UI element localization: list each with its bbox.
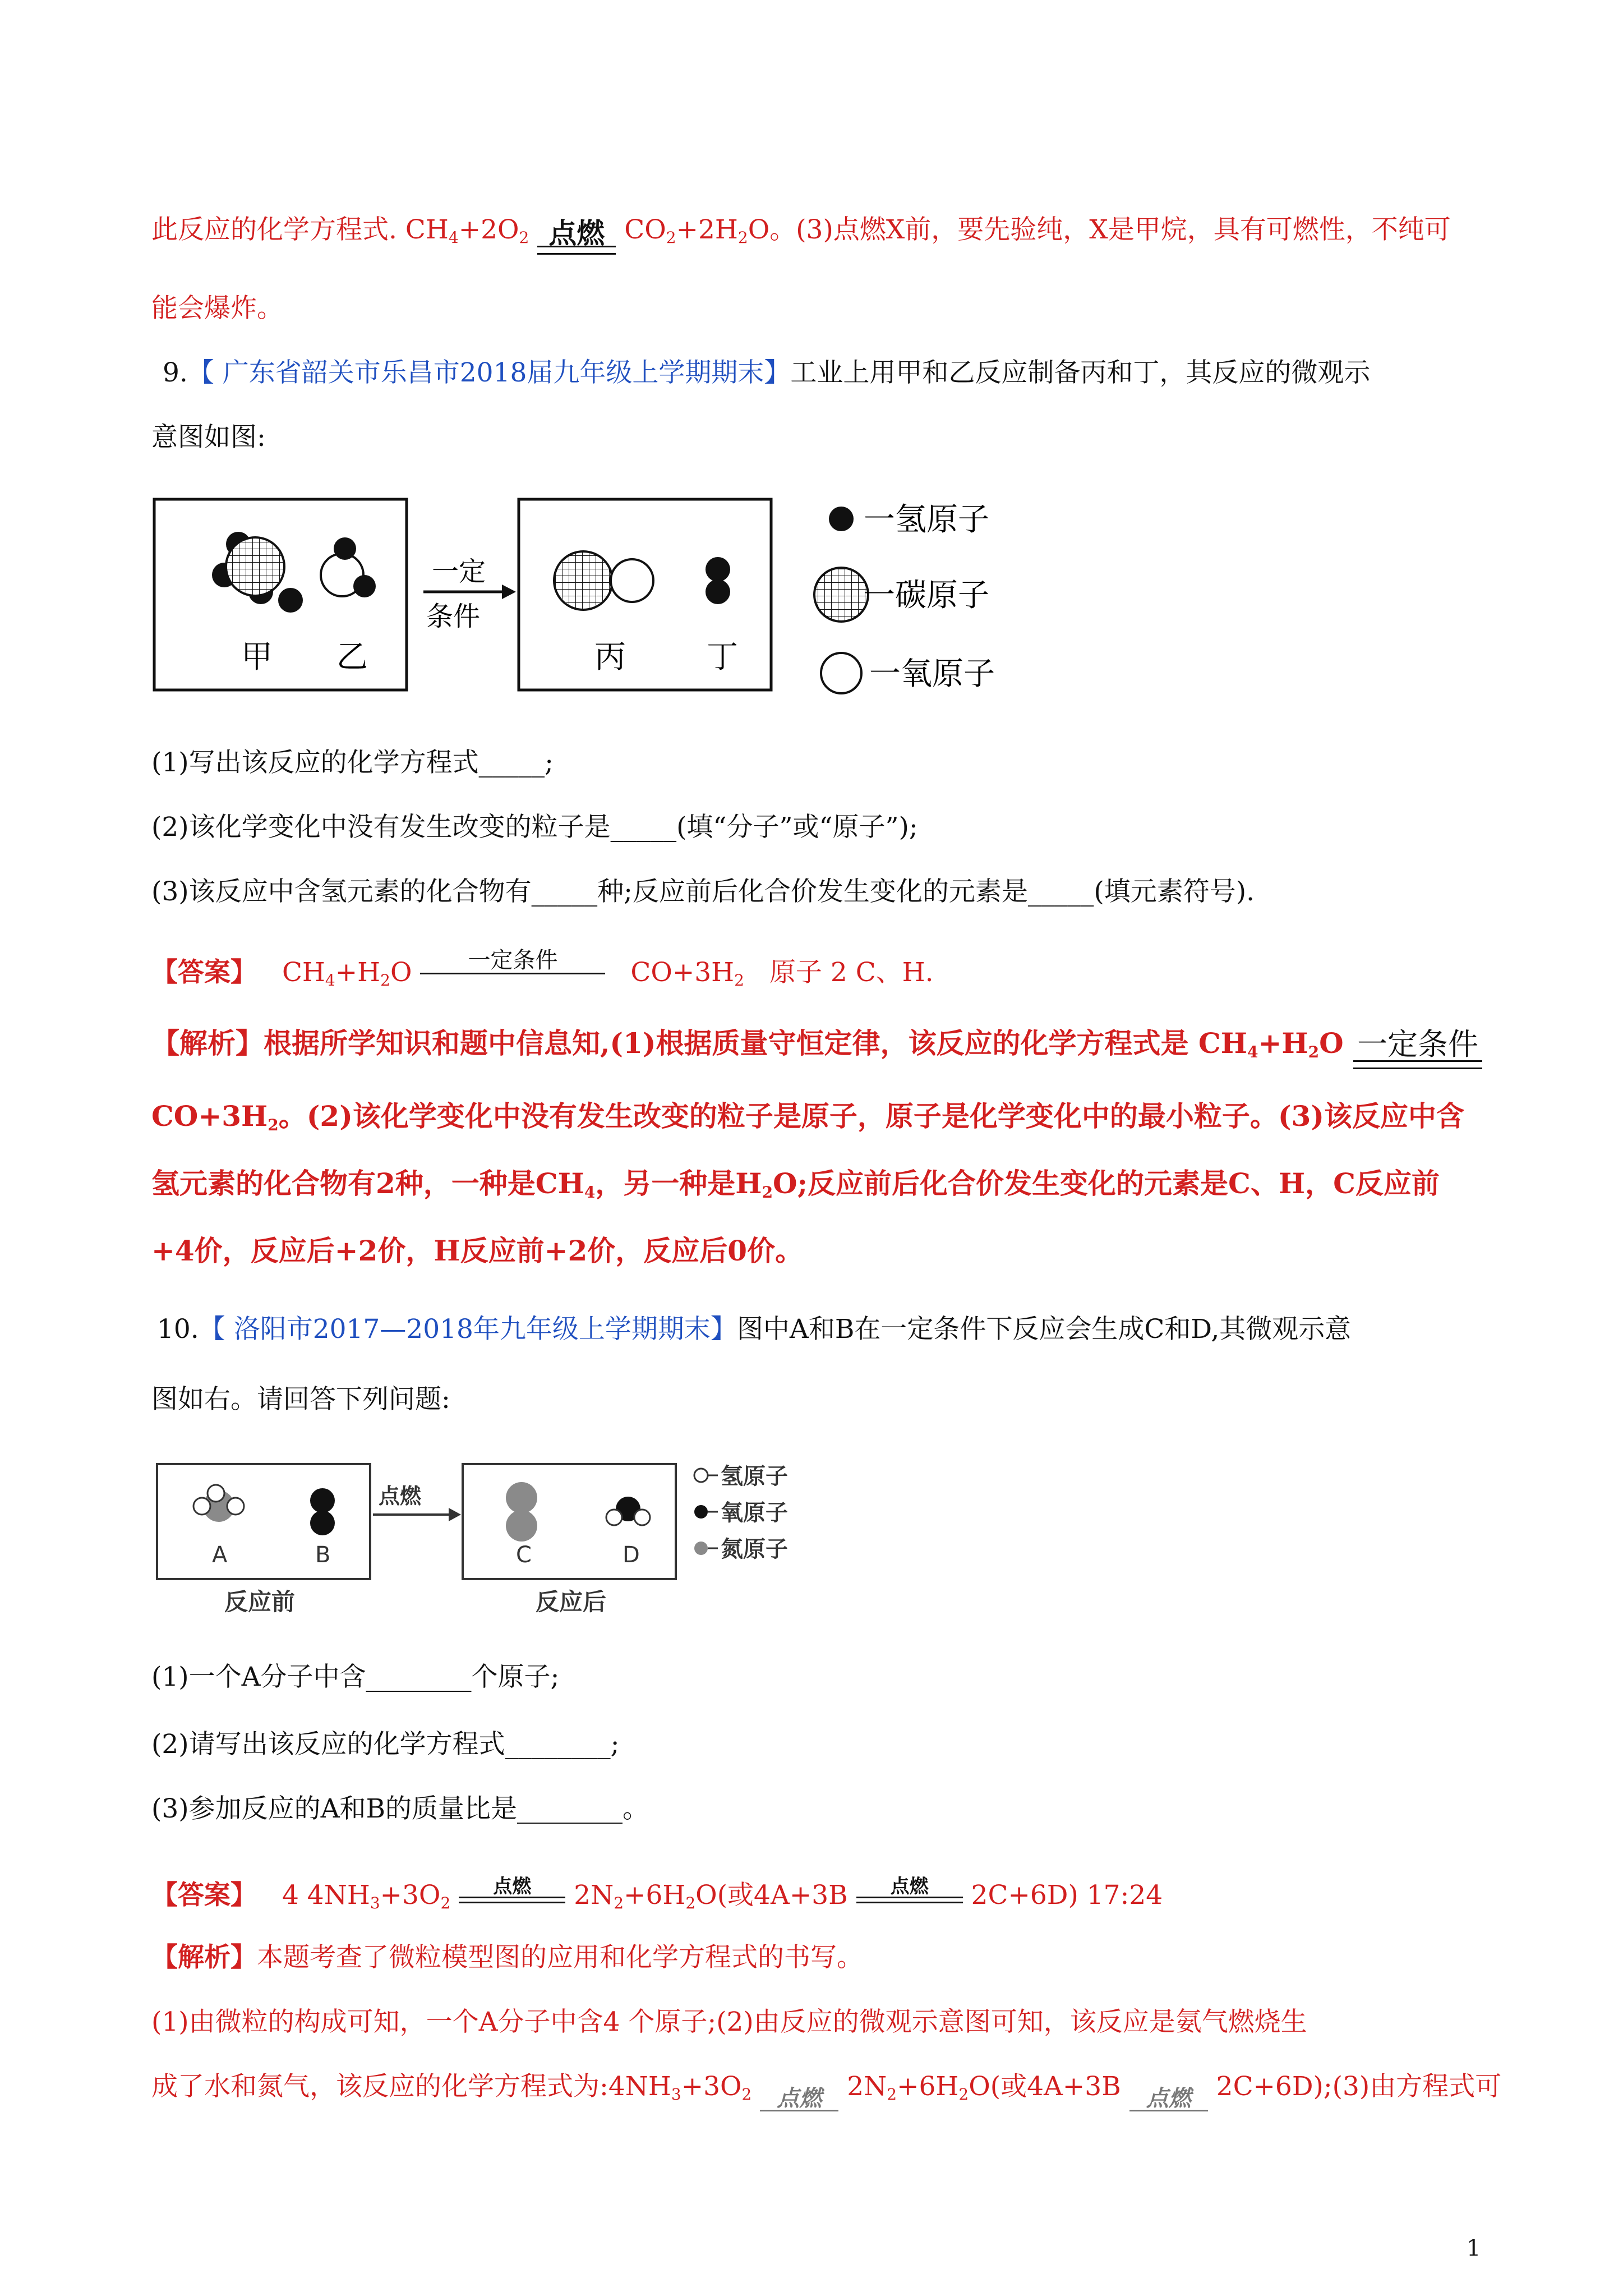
reaction-condition: 点燃	[856, 1876, 963, 1903]
formula-text: O	[390, 957, 412, 988]
label-b: B	[315, 1542, 331, 1568]
analysis-line-q10-2	[151, 2070, 1501, 2111]
subscript: 2	[1308, 1043, 1320, 1061]
question-source: 【 广东省韶关市乐昌市2018届九年级上学期期末】	[187, 357, 791, 388]
subscript: 2	[741, 2085, 752, 2104]
analysis-tag: 【解析】	[151, 1942, 257, 1973]
subscript: 4	[584, 1183, 596, 1202]
label-jia: 甲	[241, 639, 273, 675]
subscript: 2	[734, 971, 744, 990]
analysis-line-q9-2	[151, 1099, 1464, 1142]
subscript: 2	[958, 2085, 969, 2104]
question-text: 工业上用甲和乙反应制备丙和丁，其反应的微观示	[790, 357, 1371, 388]
analysis-text: ，另一种是H	[595, 1167, 762, 1200]
formula-text: CO+3H	[630, 957, 735, 988]
subscript: 2	[666, 228, 676, 247]
question-10-stem	[157, 1313, 1351, 1346]
formula-text: 2C+6D) 17:24	[971, 1880, 1163, 1911]
reaction-condition: 点燃	[1129, 2087, 1208, 2111]
sub-question: (1)写出该反应的化学方程式_____;	[151, 747, 554, 778]
answer-line-q9	[151, 948, 934, 997]
formula-text: 2N	[574, 1880, 614, 1911]
analysis-text: O	[1319, 1027, 1344, 1060]
answer-text: 原子 2 C、H.	[769, 957, 934, 988]
sub-question: (3)参加反应的A和B的质量比是________。	[151, 1793, 649, 1824]
legend-hydrogen: 一氢原子	[864, 501, 989, 538]
label-yi: 乙	[336, 639, 368, 675]
reaction-diagram-q10	[151, 1458, 852, 1621]
subscript: 2	[519, 228, 529, 247]
analysis-text: 氢元素的化合物有2种，一种是CH	[151, 1167, 584, 1200]
formula-text: +H	[335, 957, 381, 988]
subscript: 2	[380, 971, 390, 990]
legend-carbon: 一碳原子	[864, 577, 989, 614]
analysis-text: +H	[1258, 1027, 1308, 1060]
sub-question: (3)该反应中含氢元素的化合物有_____种;反应前后化合价发生变化的元素是_____(填元素符号).	[151, 876, 1255, 907]
subscript: 2	[737, 228, 748, 247]
label-ding: 丁	[707, 639, 738, 675]
arrow-label: 一定	[432, 556, 486, 587]
subscript: 2	[887, 2085, 897, 2104]
question-source: 【 洛阳市2017—2018年九年级上学期期末】	[199, 1314, 737, 1345]
legend-oxygen: 氧原子	[721, 1500, 788, 1526]
analysis-text: +3O	[681, 2071, 742, 2102]
sub-question: (1)一个A分子中含________个原子;	[151, 1662, 560, 1692]
formula-text: +2H	[676, 214, 738, 245]
subscript: 4	[1247, 1043, 1258, 1061]
reaction-condition: 一定条件	[420, 948, 605, 974]
formula-text: +3O	[380, 1880, 441, 1911]
equation-line-1	[151, 213, 1451, 255]
subscript: 2	[685, 1894, 696, 1912]
analysis-line-q9-4: +4价，反应后+2价，H反应前+2价，反应后0价。	[151, 1234, 804, 1267]
formula-text: CH	[405, 214, 449, 245]
analysis-line-q9-1	[151, 1027, 1482, 1069]
analysis-text: 2C+6D);(3)由方程式可	[1216, 2071, 1502, 2102]
subscript: 2	[614, 1894, 624, 1912]
analysis-tag: 【解析】	[151, 1027, 264, 1060]
analysis-text: O(或4A+3B	[969, 2071, 1121, 2102]
sub-question: (2)请写出该反应的化学方程式________;	[151, 1729, 620, 1760]
subscript: 4	[448, 228, 459, 247]
subscript: 2	[440, 1894, 451, 1912]
question-text: 图如右。请回答下列问题:	[151, 1384, 450, 1415]
arrow-label: 条件	[426, 601, 481, 632]
subscript: 3	[370, 1894, 380, 1912]
answer-tag: 【答案】	[151, 1880, 257, 1911]
label-after: 反应后	[536, 1588, 607, 1616]
analysis-text: 根据所学知识和题中信息知,(1)根据质量守恒定律，该反应的化学方程式是 CH	[264, 1027, 1247, 1060]
text-fragment: O。(3)点燃X前，要先验纯，X是甲烷，具有可燃性，不纯可	[748, 214, 1451, 245]
question-text: 意图如图:	[151, 422, 266, 453]
arrow-label: 点燃	[379, 1484, 422, 1508]
legend-oxygen: 一氧原子	[869, 656, 995, 692]
formula-text: +2O	[458, 214, 519, 245]
analysis-text: CO+3H	[151, 1099, 268, 1133]
analysis-line-q10-0	[151, 1941, 863, 1975]
text-fragment: 此反应的化学方程式.	[151, 214, 397, 245]
reaction-condition: 点燃	[459, 1876, 565, 1903]
label-c: C	[516, 1542, 532, 1568]
question-number: 9.	[163, 357, 188, 388]
sub-question: (2)该化学变化中没有发生改变的粒子是_____(填“分子”或“原子”);	[151, 812, 918, 843]
answer-tag: 【答案】	[151, 957, 257, 988]
subscript: 2	[268, 1116, 279, 1134]
formula-text: CH	[282, 957, 325, 988]
text-line: 能会爆炸。	[151, 293, 283, 324]
analysis-text: +6H	[897, 2071, 959, 2102]
legend-nitrogen: 氮原子	[721, 1536, 788, 1562]
formula-text: O(或4A+3B	[695, 1880, 848, 1911]
question-9-stem	[163, 356, 1370, 390]
legend-hydrogen: 氢原子	[721, 1464, 788, 1489]
reaction-condition: 点燃	[537, 221, 616, 255]
analysis-line-q10-1: (1)由微粒的构成可知，一个A分子中含4 个原子;(2)由反应的微观示意图可知，该反应是氨气燃烧生	[151, 2007, 1307, 2037]
analysis-text: 2N	[847, 2071, 887, 2102]
formula-text: CO	[624, 214, 666, 245]
question-text: 图中A和B在一定条件下反应会生成C和D,其微观示意	[736, 1314, 1352, 1345]
analysis-line-q9-3	[151, 1167, 1440, 1209]
subscript: 2	[762, 1183, 773, 1202]
analysis-text: O;反应前后化合价发生变化的元素是C、H，C反应前	[773, 1167, 1440, 1200]
formula-text: 4 4NH	[282, 1880, 370, 1911]
reaction-condition: 一定条件	[1353, 1029, 1482, 1069]
label-a: A	[212, 1542, 228, 1568]
label-bing: 丙	[594, 639, 626, 675]
subscript: 3	[671, 2085, 681, 2104]
reaction-diagram-q9	[151, 488, 1497, 707]
page-number: 1	[1467, 2235, 1481, 2261]
question-number: 10.	[157, 1314, 199, 1345]
answer-line-q10	[151, 1876, 1163, 1920]
formula-text: +6H	[624, 1880, 686, 1911]
analysis-text: 成了水和氮气，该反应的化学方程式为:4NH	[151, 2071, 671, 2102]
label-before: 反应前	[224, 1588, 296, 1616]
analysis-text: 。(2)该化学变化中没有发生改变的粒子是原子，原子是化学变化中的最小粒子。(3)该反应中含	[278, 1099, 1464, 1133]
reaction-condition: 点燃	[760, 2087, 838, 2111]
subscript: 4	[325, 971, 335, 990]
analysis-text: 本题考查了微粒模型图的应用和化学方程式的书写。	[257, 1942, 863, 1973]
label-d: D	[623, 1542, 640, 1568]
